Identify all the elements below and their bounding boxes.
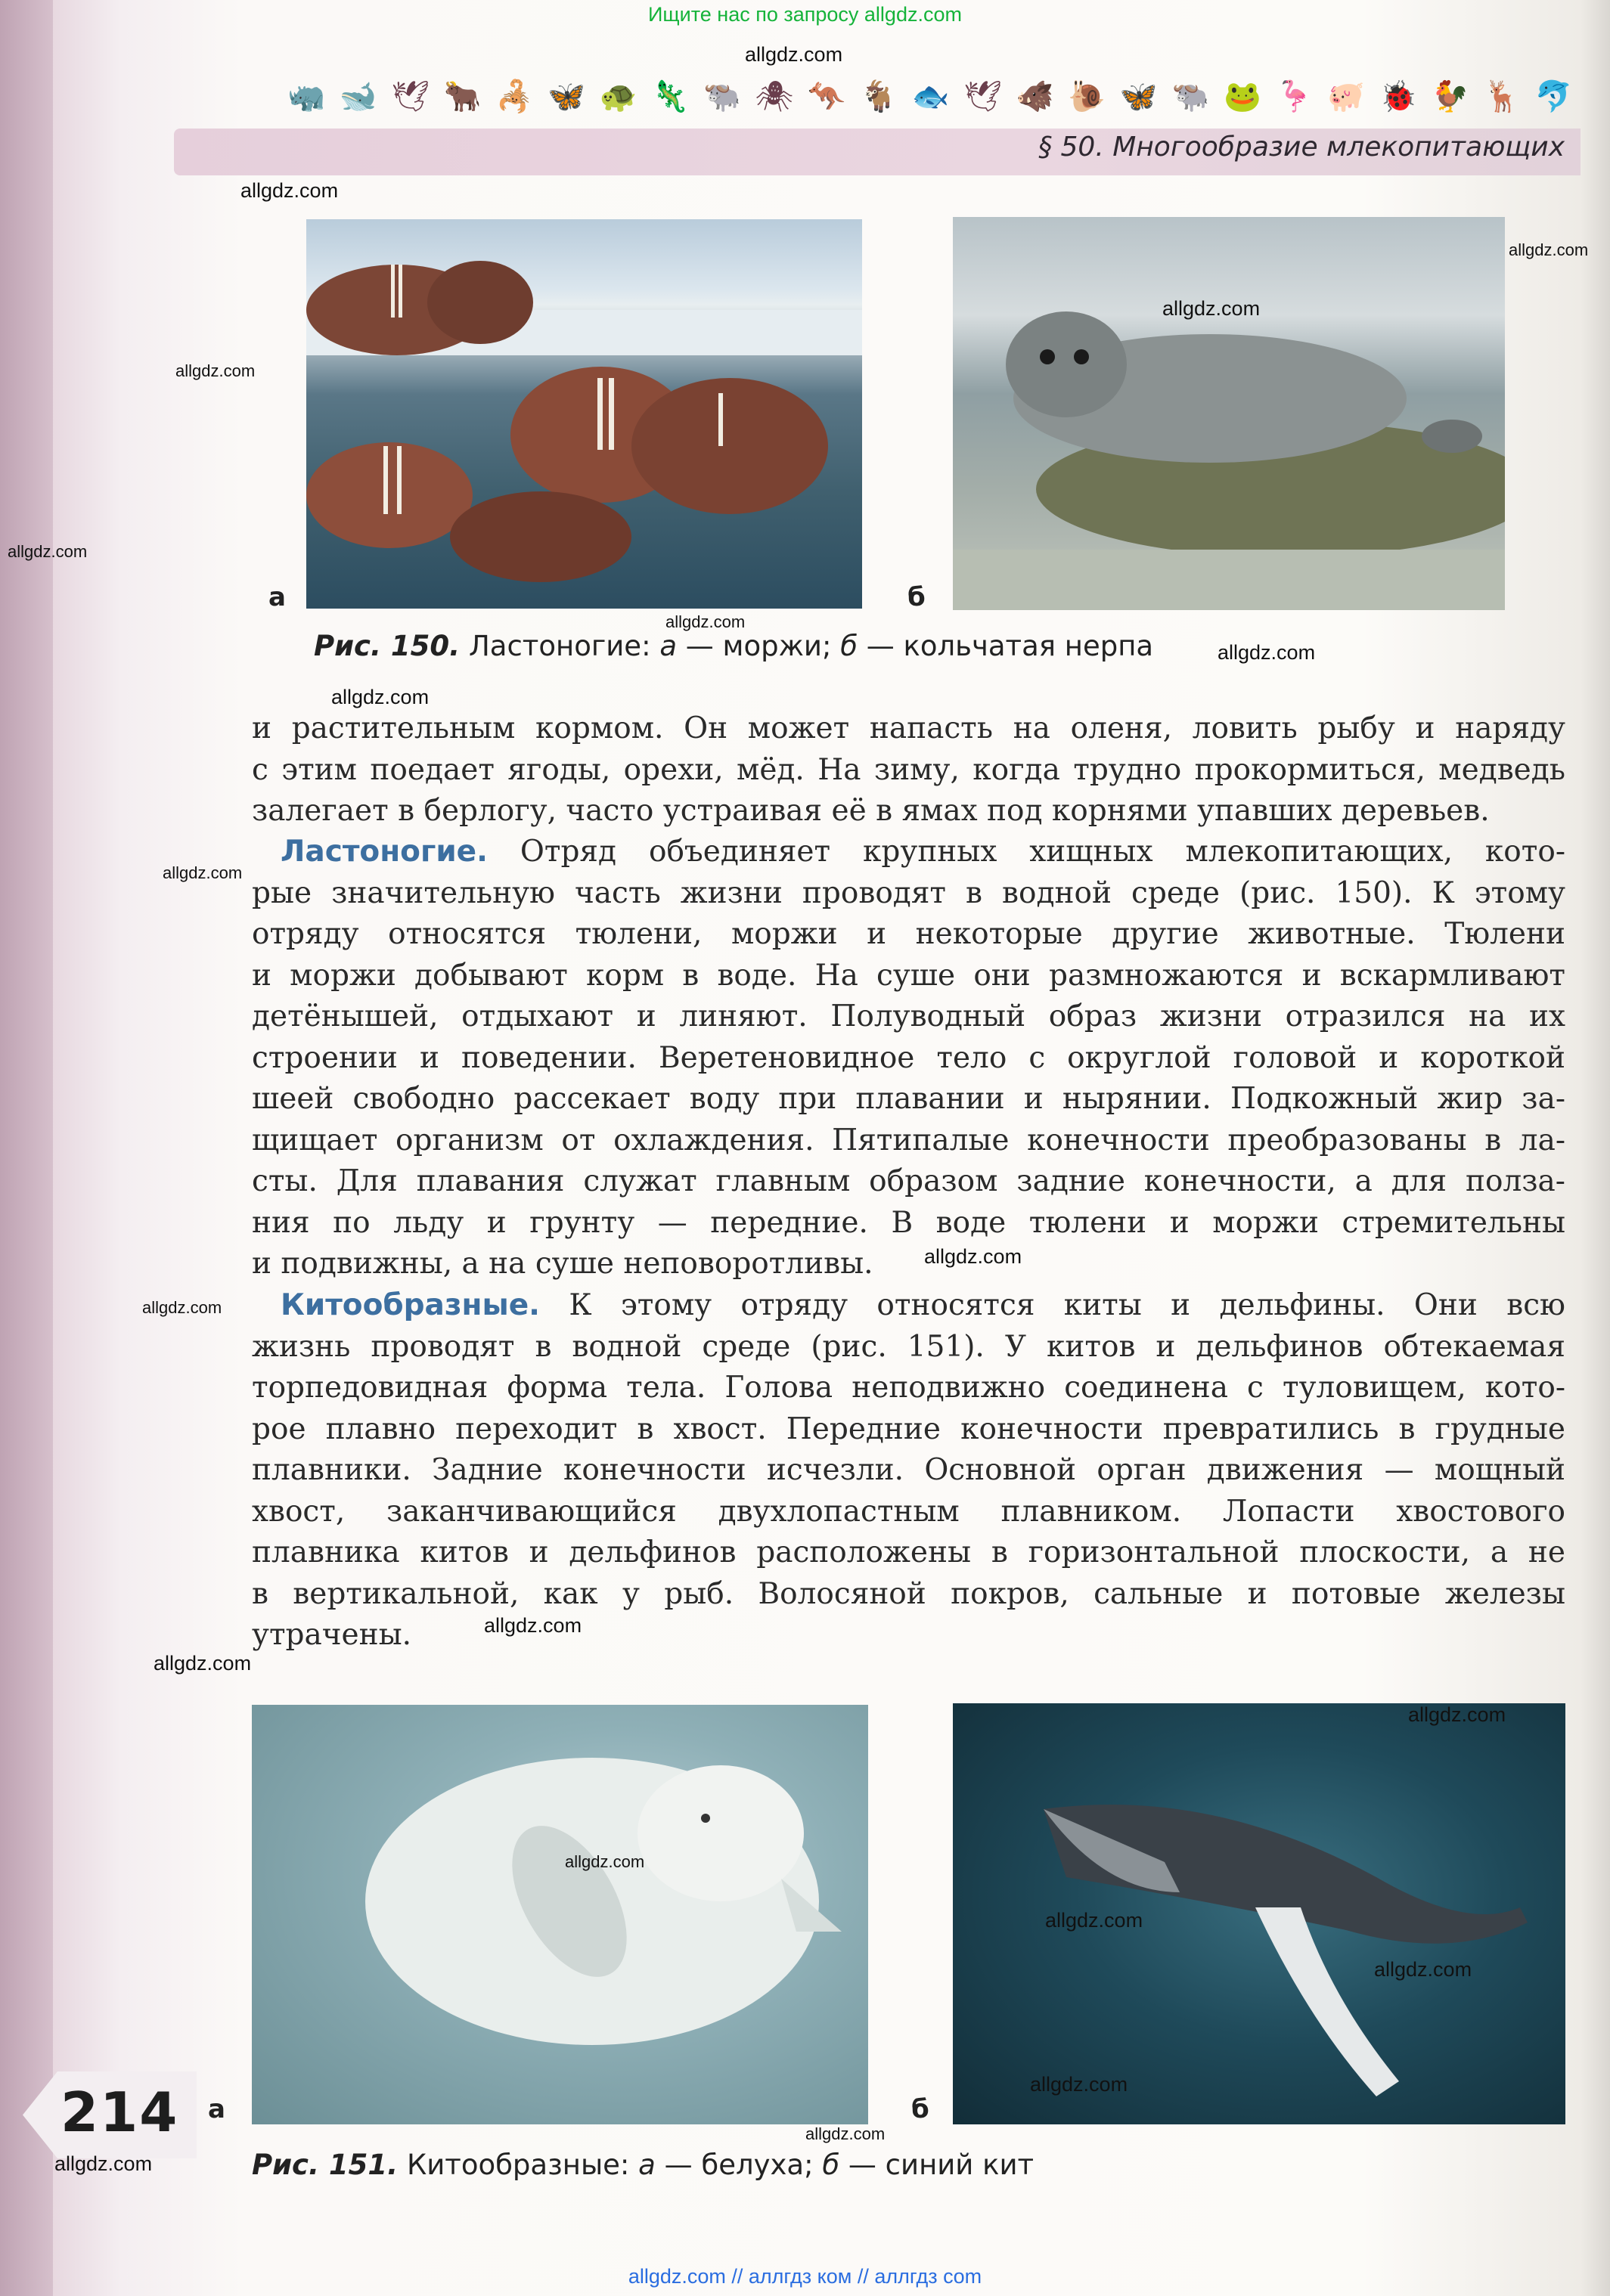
watermark: allgdz.com [1162,297,1261,320]
text-line: рое плавно переходит в хвост. Передние конечности превратились в грудные [252,1411,1565,1446]
text-line: хвост, заканчивающийся двухлопастным плавником. Лопасти хвостового [252,1494,1565,1529]
figure-151-title: Китообразные: [406,2149,630,2181]
figure-150-label-b: б [907,582,926,612]
watermark: allgdz.com [565,1852,645,1871]
frog-icon: 🐸 [1224,79,1261,114]
figure-151-caption-b-text: — синий кит [848,2149,1035,2181]
photo-beluga [252,1705,868,2124]
moth-icon: 🦋 [1119,79,1158,114]
watermark: allgdz.com [8,542,88,561]
lizard-icon: 🦎 [651,79,690,114]
text-line: сты. Для плавания служат главным образом задние конечности, а для полза- [252,1164,1565,1198]
dove-icon: 🕊 [963,79,1002,114]
buffalo-icon: 🐃 [1171,79,1210,114]
body-paragraph-pinnipeds [252,832,1565,1285]
bird-icon: 🕊 [391,79,430,114]
watermark: allgdz.com [1030,2073,1128,2096]
figure-151-caption [252,2149,1034,2181]
ox-icon: 🐂 [443,79,482,114]
figure-151-label-b: б [911,2094,929,2124]
text-line: жизнь проводят в водной среде (рис. 151). У китов и дельфинов обтекаемая [252,1329,1565,1364]
deer-icon: 🦌 [1483,79,1522,114]
watermark: allgdz.com [484,1614,582,1637]
butterfly-icon: 🦋 [548,79,585,114]
watermark: allgdz.com [1408,1703,1506,1726]
fish-icon: 🐟 [911,79,950,114]
text-line: отряду относятся тюлени, моржи и некоторые другие животные. Тюлени [252,917,1565,951]
text-line-first: К этому отряду относятся киты и дельфины. Они всю [569,1288,1565,1322]
body-paragraph-bear [252,708,1565,832]
figure-150-caption-b-text: — кольчатая нерпа [866,630,1154,662]
goat-icon: 🐐 [859,79,898,114]
turtle-icon: 🐢 [599,79,637,114]
figure-151-number: Рис. 151. [252,2149,399,2181]
term-pinnipeds: Ластоногие. [281,835,488,869]
page-number: 214 [60,2081,179,2144]
text-line: и моржи добывают корм в воде. На суше они размножаются и вскармливают [252,958,1565,993]
body-paragraph-cetaceans [252,1285,1565,1656]
pig-icon: 🐖 [1327,79,1366,114]
text-line: шеей свободно рассекает воду при плавании и нырянии. Подкожный жир за- [252,1082,1565,1116]
crane-icon: 🦩 [1275,79,1314,114]
watermark: allgdz.com [240,179,339,202]
spider-icon: 🕷 [755,79,794,114]
text-line [252,1285,1565,1327]
text-line: строении и поведении. Веретеновидное тело с округлой головой и короткой [252,1040,1565,1075]
text-line: и растительным кормом. Он может напасть на оленя, ловить рыбу и наряду [252,711,1565,745]
text-line: щищает организм от охлаждения. Пятипалые конечности преобразованы в ла- [252,1123,1565,1157]
watermark: allgdz.com [1218,641,1316,664]
text-line-first: Отряд объединяет крупных хищных млекопитающих, кото- [520,835,1565,869]
text-line: плавника китов и дельфинов расположены в горизонтальной плоскости, а не [252,1535,1565,1569]
text-line [252,832,1565,873]
watermark: allgdz.com [154,1652,252,1675]
animal-silhouette-strip [287,74,1573,119]
text-line: залегает в берлогу, часто устраивая её в ямах под корнями упавших деревьев. [252,794,1490,828]
text-line: и подвижны, а на суше неповоротливы. [252,1247,873,1281]
watermark: allgdz.com [331,686,430,708]
figure-151-caption-a: а [638,2149,656,2181]
figure-150-caption [314,630,1153,662]
kangaroo-icon: 🦘 [808,79,845,114]
text-line: в вертикальной, как у рыб. Волосяной покров, сальные и потовые железы [252,1576,1565,1611]
watermark: allgdz.com [142,1298,222,1317]
watermark: allgdz.com [805,2124,886,2143]
bottom-site-link[interactable]: allgdz.com // аллгдз ком // аллгдз com [628,2265,982,2288]
text-line: плавники. Задние конечности исчезли. Основной орган движения — мощный [252,1453,1565,1487]
watermark: allgdz.com [1509,240,1589,259]
insect-icon: 🐞 [1379,79,1417,114]
watermark: allgdz.com [1045,1909,1143,1932]
rhino-icon: 🦏 [287,79,325,114]
watermark: allgdz.com [54,2152,153,2175]
top-site-link[interactable]: Ищите нас по запросу allgdz.com [648,3,962,26]
figure-150-label-a: а [268,582,286,612]
figure-151-label-a: а [208,2094,225,2124]
photo-ringed-seal [953,217,1505,610]
text-line: с этим поедает ягоды, орехи, мёд. На зиму, когда трудно прокормиться, медведь [252,752,1565,787]
text-line: ния по льду и грунту — передние. В воде тюлени и моржи стремительны [252,1205,1565,1240]
watermark: allgdz.com [924,1245,1022,1268]
figure-150-caption-a: а [659,630,677,662]
page-edge-strip [0,0,53,2296]
text-line: рые значительную часть жизни проводят в водной среде (рис. 150). К этому [252,875,1565,910]
dolphin-icon: 🐬 [1534,79,1573,114]
term-cetaceans: Китообразные. [281,1288,541,1322]
figure-150-caption-a-text: — моржи; [685,630,832,662]
text-line: детёнышей, отдыхают и линяют. Полуводный образ жизни отразился на их [252,999,1565,1033]
rooster-icon: 🐓 [1431,79,1469,114]
figure-150-number: Рис. 150. [314,630,461,662]
photo-walruses [306,219,862,609]
watermark: allgdz.com [665,612,746,631]
figure-150-title: Ластоногие: [468,630,651,662]
section-title: § 50. Многообразие млекопитающих [1038,132,1565,163]
figure-150-caption-b: б [840,630,858,662]
snail-icon: 🐌 [1068,79,1106,114]
text-line: утрачены. [252,1618,412,1652]
whale-icon: 🐋 [339,79,377,114]
watermark: allgdz.com [1374,1958,1472,1981]
watermark: allgdz.com [163,863,243,882]
watermark: allgdz.com [745,43,843,66]
figure-151-caption-a-text: — белуха; [664,2149,814,2181]
text-line: торпедовидная форма тела. Голова неподвижно соединена с туловищем, кото- [252,1371,1565,1405]
figure-151-caption-b: б [822,2149,840,2181]
scorpion-icon: 🦂 [495,79,534,114]
bison-icon: 🐃 [703,79,741,114]
watermark: allgdz.com [175,361,256,380]
boar-icon: 🐗 [1016,79,1054,114]
